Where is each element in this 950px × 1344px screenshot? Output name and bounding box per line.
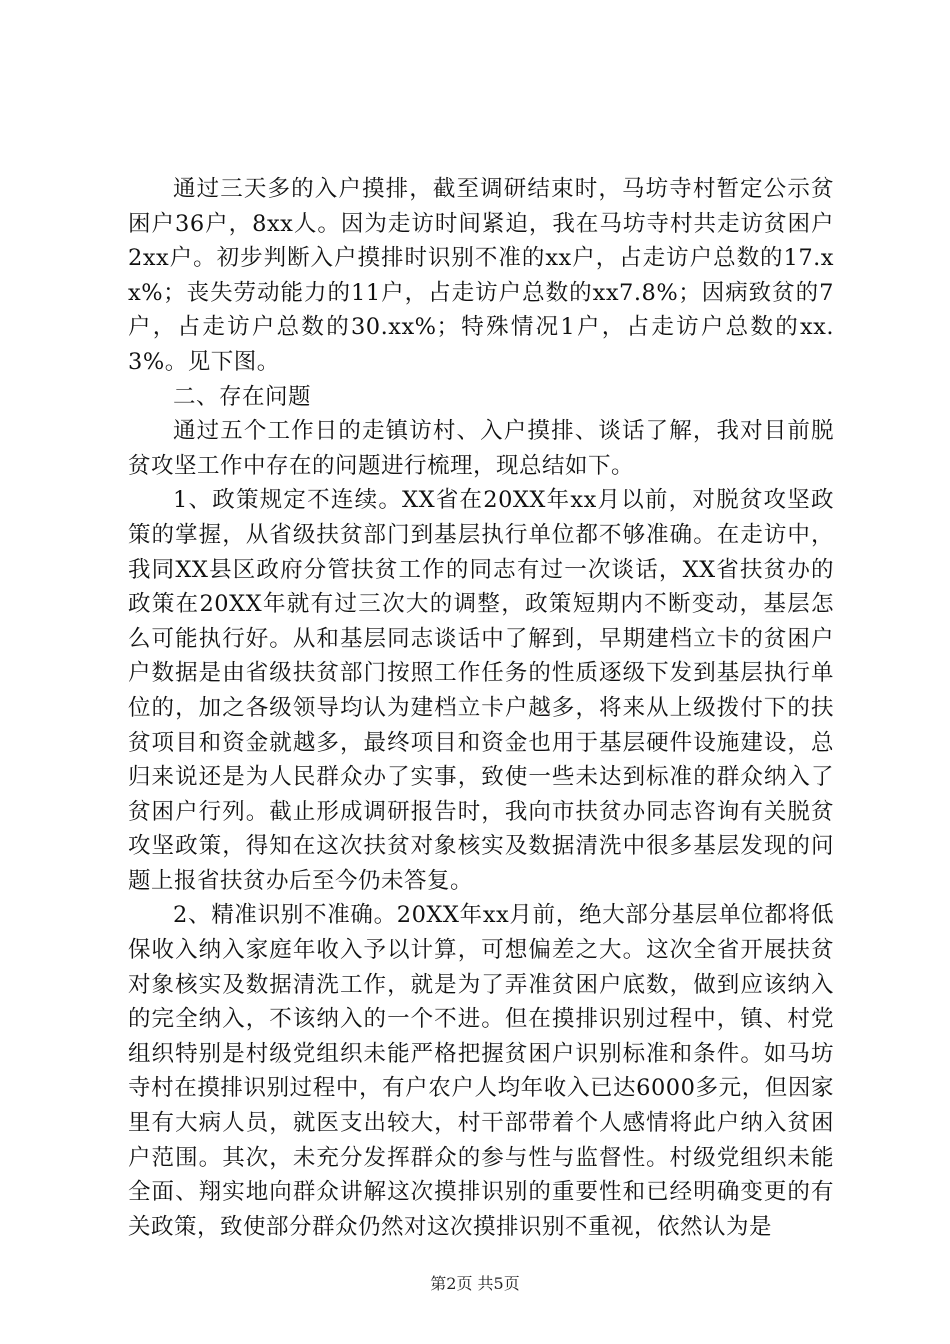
paragraph-survey-summary: 通过三天多的入户摸排，截至调研结束时，马坊寺村暂定公示贫困户36户，8xx人。因为走访时间紧迫，我在马坊寺村共走访贫困户2xx户。初步判断入户摸排时识别不准的xx户，占走访户总数的17.xx%；丧失劳动能力的11户，占走访户总数的xx7.8%；因病致贫的7户，占走访户总数的30.xx%；特殊情况1户，占走访户总数的xx.3%。见下图。	[128, 176, 834, 375]
document-body	[128, 172, 834, 1244]
page-number-footer: 第2页 共5页	[430, 1274, 520, 1293]
section-heading-problems: 二、存在问题	[173, 383, 312, 410]
paragraph-problems-intro: 通过五个工作日的走镇访村、入户摸排、谈话了解，我对目前脱贫攻坚工作中存在的问题进行梳理，现总结如下。	[128, 418, 834, 479]
paragraph-identification-inaccuracy: 2、精准识别不准确。20XX年xx月前，绝大部分基层单位都将低保收入纳入家庭年收入予以计算，可想偏差之大。这次全省开展扶贫对象核实及数据清洗工作，就是为了弄准贫困户底数，做到应该纳入的完全纳入，不该纳入的一个不进。但在摸排识别过程中，镇、村党组织特别是村级党组织未能严格把握贫困户识别标准和条件。如马坊寺村在摸排识别过程中，有户农户人均年收入已达6000多元，但因家里有大病人员，就医支出较大，村干部带着个人感情将此户纳入贫困户范围。其次，未充分发挥群众的参与性与监督性。村级党组织未能全面、翔实地向群众讲解这次摸排识别的重要性和已经明确变更的有关政策，致使部分群众仍然对这次摸排识别不重视，依然认为是	[128, 902, 834, 1240]
paragraph-policy-discontinuity: 1、政策规定不连续。XX省在20XX年xx月以前，对脱贫攻坚政策的掌握，从省级扶贫部门到基层执行单位都不够准确。在走访中，我同XX县区政府分管扶贫工作的同志有过一次谈话，XX省扶贫办的政策在20XX年就有过三次大的调整，政策短期内不断变动，基层怎么可能执行好。从和基层同志谈话中了解到，早期建档立卡的贫困户户数据是由省级扶贫部门按照工作任务的性质逐级下发到基层执行单位的，加之各级领导均认为建档立卡户越多，将来从上级拨付下的扶贫项目和资金就越多，最终项目和资金也用于基层硬件设施建设，总归来说还是为人民群众办了实事，致使一些未达到标准的群众纳入了贫困户行列。截止形成调研报告时，我向市扶贫办同志咨询有关脱贫攻坚政策，得知在这次扶贫对象核实及数据清洗中很多基层发现的问题上报省扶贫办后至今仍未答复。	[128, 487, 834, 894]
